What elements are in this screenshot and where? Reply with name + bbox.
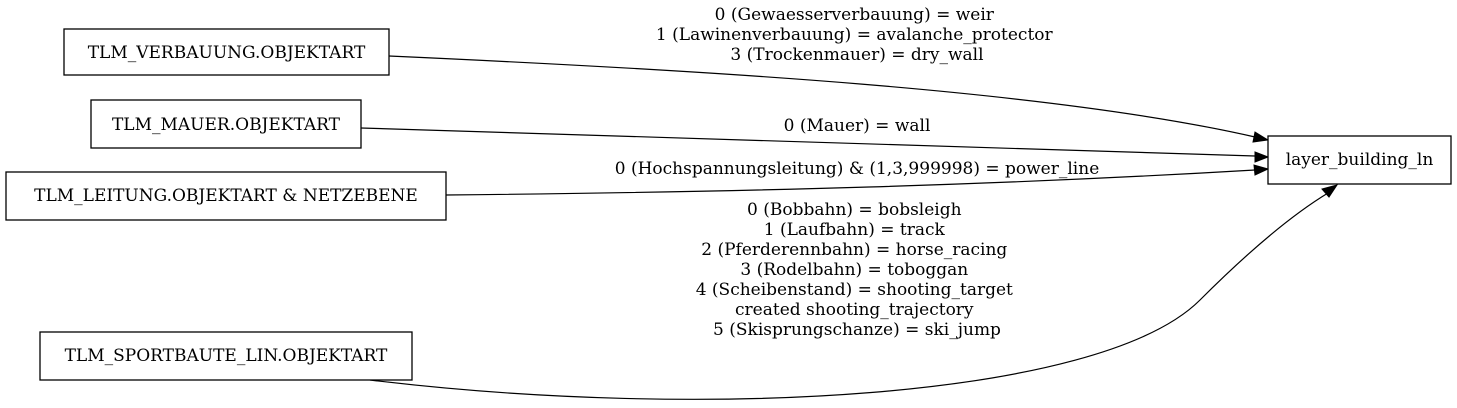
edge-label-line: 4 (Scheibenstand) = shooting_target <box>695 280 1013 300</box>
edge-label-leitung <box>615 159 1100 179</box>
node-label: TLM_LEITUNG.OBJEKTART & NETZEBENE <box>34 186 418 206</box>
edge-label-verbauung <box>656 5 1058 65</box>
node-label: TLM_MAUER.OBJEKTART <box>111 115 341 135</box>
edge-label-line: 0 (Hochspannungsleitung) & (1,3,999998) = power_line <box>614 159 1100 179</box>
arrowhead <box>1253 132 1268 142</box>
edge-label-line: created shooting_trajectory <box>735 300 974 320</box>
arrowhead <box>1254 165 1268 175</box>
edge-label-line: 3 (Rodelbahn) = toboggan <box>740 260 969 280</box>
edge-label-mauer <box>784 116 931 136</box>
edge-label-line: 0 (Gewaesserverbauung) = weir <box>714 5 994 25</box>
node-verbauung <box>64 29 389 75</box>
node-leitung <box>6 172 446 220</box>
node-label: layer_building_ln <box>1285 150 1434 170</box>
edge-label-line: 0 (Mauer) = wall <box>783 116 931 136</box>
node-label: TLM_SPORTBAUTE_LIN.OBJEKTART <box>64 346 388 366</box>
edge-label-sportbaute <box>696 200 1019 340</box>
edge-label-line: 1 (Lawinenverbauung) = avalanche_protector <box>655 25 1053 45</box>
edge-label-line: 3 (Trockenmauer) = dry_wall <box>730 45 984 65</box>
node-mauer <box>91 100 361 148</box>
edge-label-line: 2 (Pferderennbahn) = horse_racing <box>701 240 1008 260</box>
node-label: TLM_VERBAUUNG.OBJEKTART <box>87 43 366 63</box>
node-sportbaute <box>40 332 412 380</box>
edge-label-line: 1 (Laufbahn) = track <box>763 220 945 240</box>
node-target <box>1268 136 1451 184</box>
arrowhead <box>1255 152 1268 162</box>
edge-label-line: 0 (Bobbahn) = bobsleigh <box>747 200 962 220</box>
edge-label-line: 5 (Skisprungschanze) = ski_jump <box>713 320 1001 340</box>
